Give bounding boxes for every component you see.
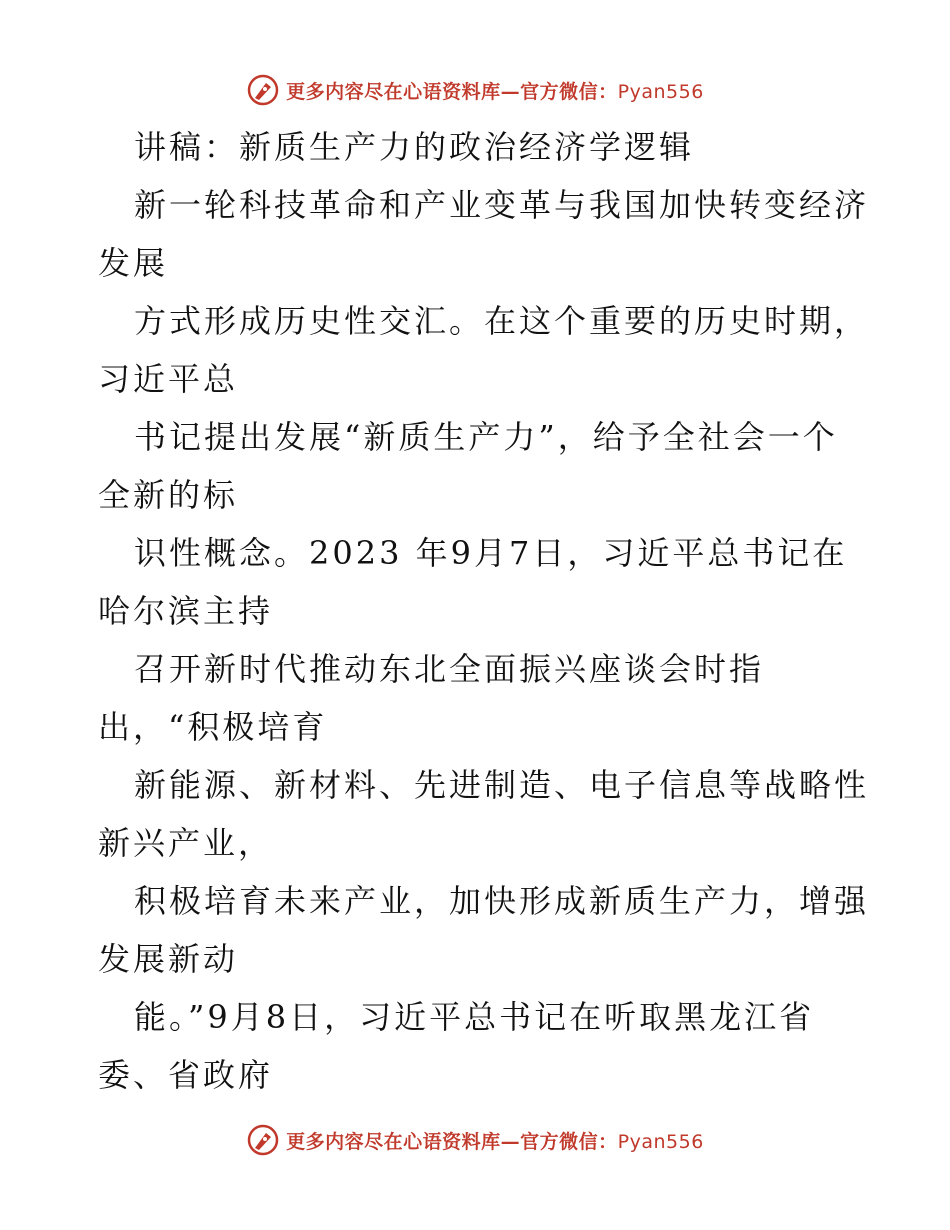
text-line: 讲稿：新质生产力的政治经济学逻辑 [134,128,695,166]
text-line: 积极培育未来产业，加快形成新质生产力，增强 [134,882,870,920]
text-line: 方式形成历史性交汇。在这个重要的历史时期， [134,302,870,340]
text-line: 全新的标 [98,476,239,514]
header-watermark [0,70,950,110]
watermark-id: Pyan556 [617,80,704,103]
text-line: 召开新时代推动东北全面振兴座谈会时指 [134,650,765,688]
watermark-id: Pyan556 [617,1130,704,1153]
text-line: 发展新动 [98,940,239,978]
watermark-text: 更多内容尽在心语资料库—官方微信：Pyan556 [286,80,704,103]
text-line: 习近平总 [98,360,239,398]
watermark-text: 更多内容尽在心语资料库—官方微信：Pyan556 [286,1130,704,1153]
text-line: 新兴产业， [98,824,274,862]
document-body [98,118,870,1104]
text-line: 识性概念。2023 年9月7日，习近平总书记在 [134,534,848,572]
text-line: 新能源、新材料、先进制造、电子信息等战略性 [134,766,870,804]
footer-watermark [0,1120,950,1160]
text-line: 能。”9月8日，习近平总书记在听取黑龙江省 [134,998,815,1036]
pen-nib-logo-icon [246,73,280,107]
text-line: 书记提出发展“新质生产力”，给予全社会一个 [134,418,838,456]
text-line: 新一轮科技革命和产业变革与我国加快转变经济 [134,186,870,224]
text-line: 委、省政府 [98,1056,274,1094]
text-line: 发展 [98,244,169,282]
pen-nib-logo-icon [246,1123,280,1157]
text-line: 出，“积极培育 [98,708,328,746]
text-line: 哈尔滨主持 [98,592,274,630]
